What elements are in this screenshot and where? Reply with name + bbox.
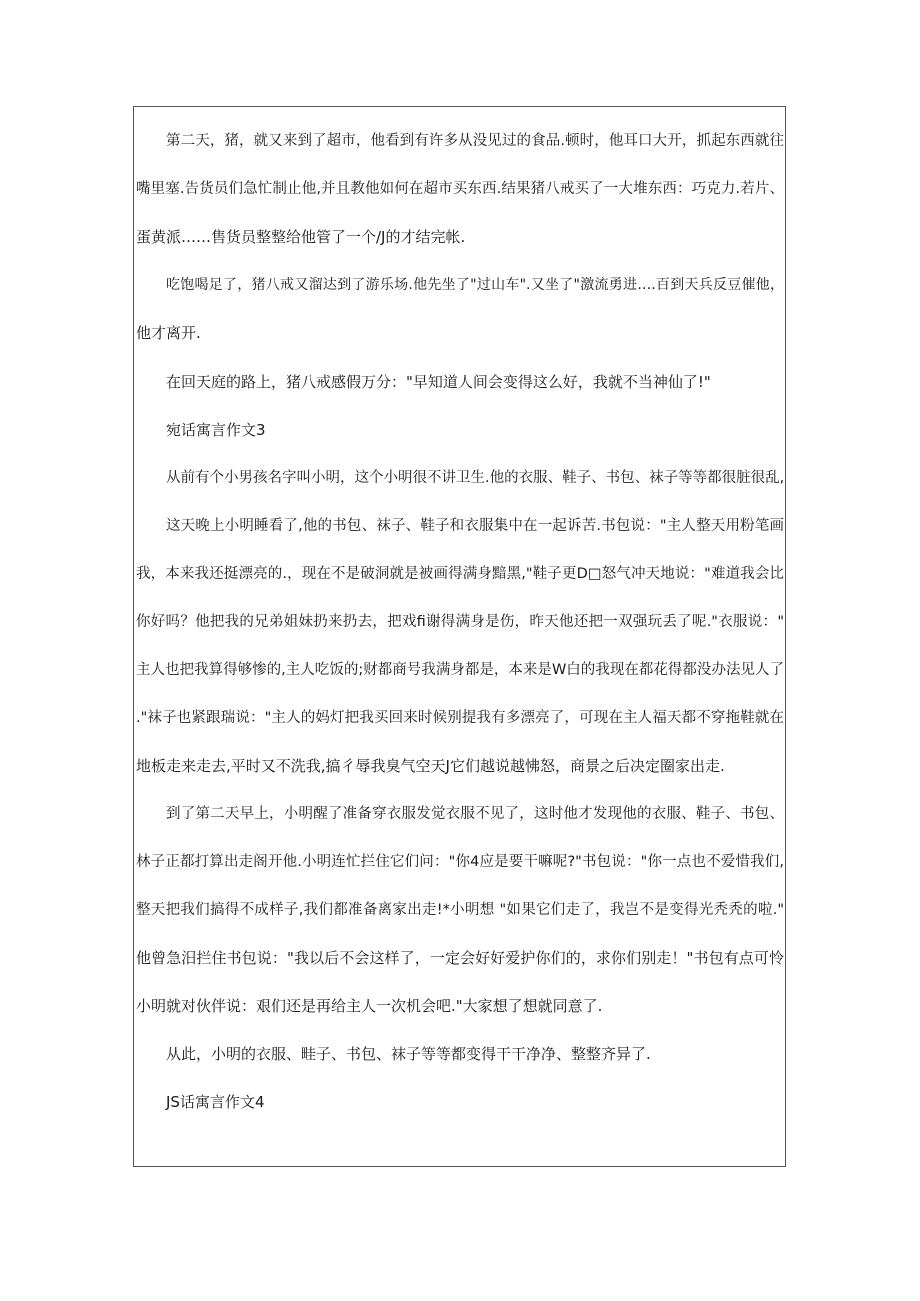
text-line: 他曾急汨拦住书包说："我以后不会这样了，一定会好好爱护你们的，求你们别走！"书包有点可怜 [136,949,784,967]
text-line: 吃饱喝足了，猪八戒又溜达到了游乐场.他先坐了"过山车".又坐了"激流勇进….百到天兵反豆催他， [166,277,784,293]
text-line: 我，本来我还挺漂亮的.，现在不是破洞就是被画得满身黯黑,"鞋子更D□怒气冲天地说："难道我会比 [136,566,784,582]
section-heading: JS话寓言作文4 [166,1093,265,1111]
section-heading: 宛话寓言作文3 [166,421,266,439]
text-line: 你好吗？他把我的兄弟姐妹扔来扔去，把戏fi谢得满身是伤，昨天他还把一双强玩丢了呢."衣服说：" [136,614,784,630]
text-line: 他才离开. [136,324,201,342]
text-line: 嘴里塞.告货员们急忙制止他,并且教他如何在超市买东西.结果猪八戒买了一大堆东西：巧克力.若片、 [136,181,784,197]
text-line: 林子正都打算出走阁开他.小明连忙拦住它们问："你4应是要干嘛呢?"书包说："你一点也不爱惜我们, [136,854,784,870]
text-line: ."袜子也紧跟瑞说："主人的妈灯把我买回来时候别提我有多漂亮了，可现在主人福天都不穿拖鞋就在 [136,710,784,726]
text-line: 蛋黄派……售货员整整给他管了一个/J的才结完帐. [136,228,466,246]
text-line: 第二天，猪，就又来到了超市，他看到有许多从没见过的食品.顿时，他耳口大开，抓起东西就往 [166,133,784,149]
text-line: 小明就对伙伴说：艰们还是再给主人一次机会吧."大家想了想就同意了. [136,997,603,1015]
text-line: 到了第二天早上，小明醒了准备穿衣服发觉衣服不见了，这时他才发现他的衣服、鞋子、书包、 [166,806,784,822]
text-line: 整天把我们搞得不成样子,我们都准备离家出走!*小明想 "如果它们走了，我岂不是变得光秃秃的啦." [136,902,784,918]
text-line: 这天晚上小明睡看了,他的书包、袜子、鞋子和衣服集中在一起诉苦.书包说："主人整天用粉笔画 [166,518,784,534]
text-line: 主人也把我算得够惨的,主人吃饭的;财都商号我满身都是，本来是W白的我现在都花得都没办法见人了 [136,662,784,678]
text-line: 从此，小明的衣服、畦子、书包、袜子等等都变得干干净净、整整齐异了. [166,1045,651,1063]
text-line: 地板走来走去,平时又不洗我,搞彳辱我臭气空天J它们越说越怫怒，商景之后决定圈家出走. [136,757,725,775]
text-line: 从前有个小男孩名字叫小明，这个小明很不讲卫生.他的衣服、鞋子、书包、袜子等等都很脏很乱, [166,470,784,486]
text-line: 在回天庭的路上，猪八戒感假万分："早知道人间会变得这么好，我就不当神仙了!" [166,373,711,391]
